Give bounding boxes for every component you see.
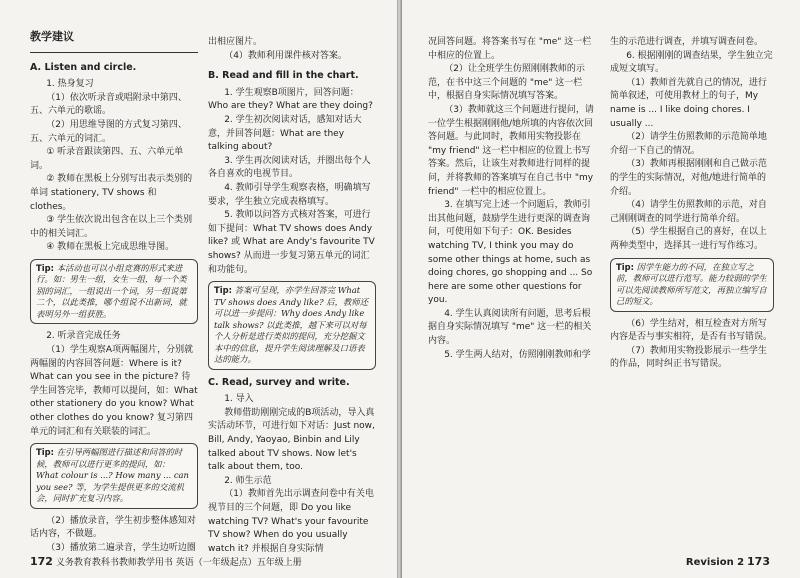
tip-text: 答案可呈现，亦学生回答完 What TV shows does Andy like? 后，教师还可以进一步提问：Why does Andy like talk shows? 以此类推，越下来可以对每个人分析是进行类似的提问，充分挖掘文本中的信息，提升学生阅读理解及口语表达的能力。 [214, 285, 369, 365]
left-column-2 [208, 36, 376, 556]
paragraph: 2. 学生初次阅读对话，感知对话大意，并回答问题：What are they talking about? [208, 114, 362, 153]
paragraph: 4. 学生认真阅读所有问题，思考后根据自身实际情况填写 "me" 这一栏的相关内容。 [428, 308, 592, 347]
paragraph: 1. 导入 [224, 394, 254, 405]
paragraph: ③ 学生依次说出包含在以上三个类别中的相关词汇。 [30, 215, 193, 239]
paragraph: （2）请学生仿照教师的示范简单地介绍一下自己的情况。 [610, 132, 767, 156]
tip-text: 因学生能力的不同，在独立写之前，教师可以进行范写。能力较弱的学生可以先阅读教师所写范文，再独立编写自己的短文。 [616, 261, 767, 306]
left-page [0, 0, 397, 578]
paragraph: （3）教师就这三个问题进行提问，请一位学生根据刚刚他/她所填的内容依次回答问题。与此同时，教师用实物投影在 "my friend" 这一栏中相应的位置上书写答案。然后，让该生对教师进行同样的提问，并将教师的答案填写在自己书中 "my friend" 一栏中的相应位置上。 [428, 104, 594, 197]
tip-box [208, 281, 376, 370]
paragraph: （6）学生结对，相互检查对方所写内容是否与事实相符，是否有书写错误。 [610, 318, 773, 343]
right-page [402, 0, 800, 578]
paragraph: 5. 教师以问答方式核对答案，可进行如下提问：What TV shows does Andy like? 或 What are Andy's favourite TV shows? 从而进一步复习第五单元的词汇和功能句。 [208, 210, 375, 275]
section-a-title: A. Listen and circle. [30, 61, 137, 73]
paragraph: 6. 根据刚刚的调查结果，学生独立完成短文填写。 [610, 50, 773, 75]
paragraph: 3. 在填写完上述一个问题后，教师引出其他问题，鼓励学生进行更深的调查询问，可使用如下句子：OK. Besides watching TV, I think you may do some other things at home, such as doing chores, go shopping and ... So here are some other questions for you. [428, 200, 593, 306]
right-column-2 [610, 36, 774, 372]
paragraph: （3）播放第二遍录音，学生边听边圈 [46, 542, 196, 553]
paragraph: （2）让全班学生仿照刚刚教师的示范，在书中这三个问题的 "me" 这一栏中，根据自身实际情况填写答案。 [428, 64, 585, 102]
page-number: 172 [30, 555, 53, 568]
right-footer [686, 555, 770, 568]
paragraph: 1. 学生观察B项图片，回答问题：Who are they? What are they doing? [208, 87, 373, 112]
teaching-suggestions-heading: 教学建议 [30, 30, 74, 43]
paragraph: 2. 听录音完成任务 [46, 331, 121, 342]
tip-box [30, 443, 198, 509]
paragraph: （4）请学生仿照教师的示范，对自己刚刚调查的同学进行简单介绍。 [610, 200, 767, 224]
paragraph: ① 听录音跟读第四、五、六单元单词。 [30, 147, 184, 171]
tip-label: Tip: [36, 447, 54, 458]
paragraph: （4）教师利用课件核对答案。 [224, 50, 347, 61]
tip-box [30, 259, 198, 325]
paragraph: 生的示范进行调查，并填写调查问卷。 [610, 37, 764, 47]
paragraph: （2）用思维导图的方式复习第四、五、六单元的词汇。 [30, 119, 187, 144]
section-c-title: C. Read, survey and write. [208, 376, 350, 388]
footer-unit-label: Revision 2 [685, 557, 745, 568]
tip-label: Tip: [36, 262, 54, 273]
paragraph: （7）教师用实物投影展示一些学生的作品，同时纠正书写错误。 [610, 345, 767, 370]
tip-box [610, 258, 774, 312]
tip-text: 本活动也可以小组竞赛的形式来进行。如：男生一组，女生一组，每一个类别的词汇，一组说出一个词，另一组说第二个，以此类推，哪个组说不出新词，就表明另外一组获胜。 [36, 262, 187, 319]
paragraph: ④ 教师在黑板上完成思维导图。 [46, 242, 175, 253]
paragraph: （3）教师再根据刚刚和自己做示范的学生的实际情况，对他/她进行简单的介绍。 [610, 159, 767, 197]
paragraph: 2. 师生示范 [224, 475, 272, 486]
tip-text: 在引导两幅图进行描述和问答的时候，教师可以进行更多的提问，如：What colour is ...? How many ... can you see? 等，为学生提供更多的交流机会，同时扩充复习内容。 [36, 447, 189, 504]
right-column-1 [428, 36, 596, 362]
paragraph: （1）教师首先出示调查问卷中有关电视节目的三个问题，即 Do you like watching TV? What's your favourite TV show? When do you usually watch it? 并根据自身实际情 [208, 489, 374, 554]
paragraph: 3. 学生再次阅读对话，并圈出每个人各自喜欢的电视节目。 [208, 155, 371, 180]
paragraph: 况回答问题。将答案书写在 "me" 这一栏中相应的位置上。 [428, 37, 592, 61]
paragraph: （1）依次听录音或唱附录中第四、五、六单元的歌谣。 [30, 92, 187, 117]
tip-label: Tip: [214, 285, 232, 296]
footer-title: 义务教育教科书教师教学用书 英语（一年级起点）五年级上册 [55, 558, 302, 568]
paragraph: 4. 教师引导学生观察表格，明确填写要求，学生独立完成表格填写。 [208, 182, 371, 207]
heading-rule [30, 52, 198, 53]
section-b-title: B. Read and fill in the chart. [208, 70, 359, 82]
page-number: 173 [747, 555, 770, 568]
paragraph: （5）学生根据自己的喜好，在以上两种类型中，选择其一进行写作练习。 [610, 227, 767, 251]
left-column-1 [30, 30, 198, 555]
left-footer [30, 555, 302, 568]
paragraph: （1）学生观察A项两幅图片，分别就两幅图的内容回答问题：Where is it? What can you see in the picture? 待学生回答完毕，教师可以提问，如：What other stationery do you know? What other clothes do you know? 复习第四单元的词汇和有关联装的词汇。 [30, 345, 198, 437]
tip-label: Tip: [616, 261, 634, 272]
paragraph: 5. 学生两人结对，仿照刚刚教师和学 [444, 349, 591, 360]
paragraph: 教师借助刚刚完成的B项活动，导入真实活动环节，可进行如下对话：Just now, Bill, Andy, Yaoyao, Binbin and Lily talked about TV shows. Now let's talk about them, too. [208, 407, 375, 473]
paragraph: ② 教师在黑板上分别写出表示类别的单词 stationery, TV shows 和 clothes。 [30, 174, 193, 212]
paragraph: 出相应图片。 [208, 37, 263, 47]
paragraph: 1. 热身复习 [46, 79, 94, 90]
paragraph: （2）播放录音，学生初步整体感知对话内容，不做题。 [30, 515, 196, 540]
paragraph: （1）教师首先就自己的情况，进行简单叙述，可使用教材上的句子，My name is ... I like doing chores. I usually ... [610, 77, 767, 129]
